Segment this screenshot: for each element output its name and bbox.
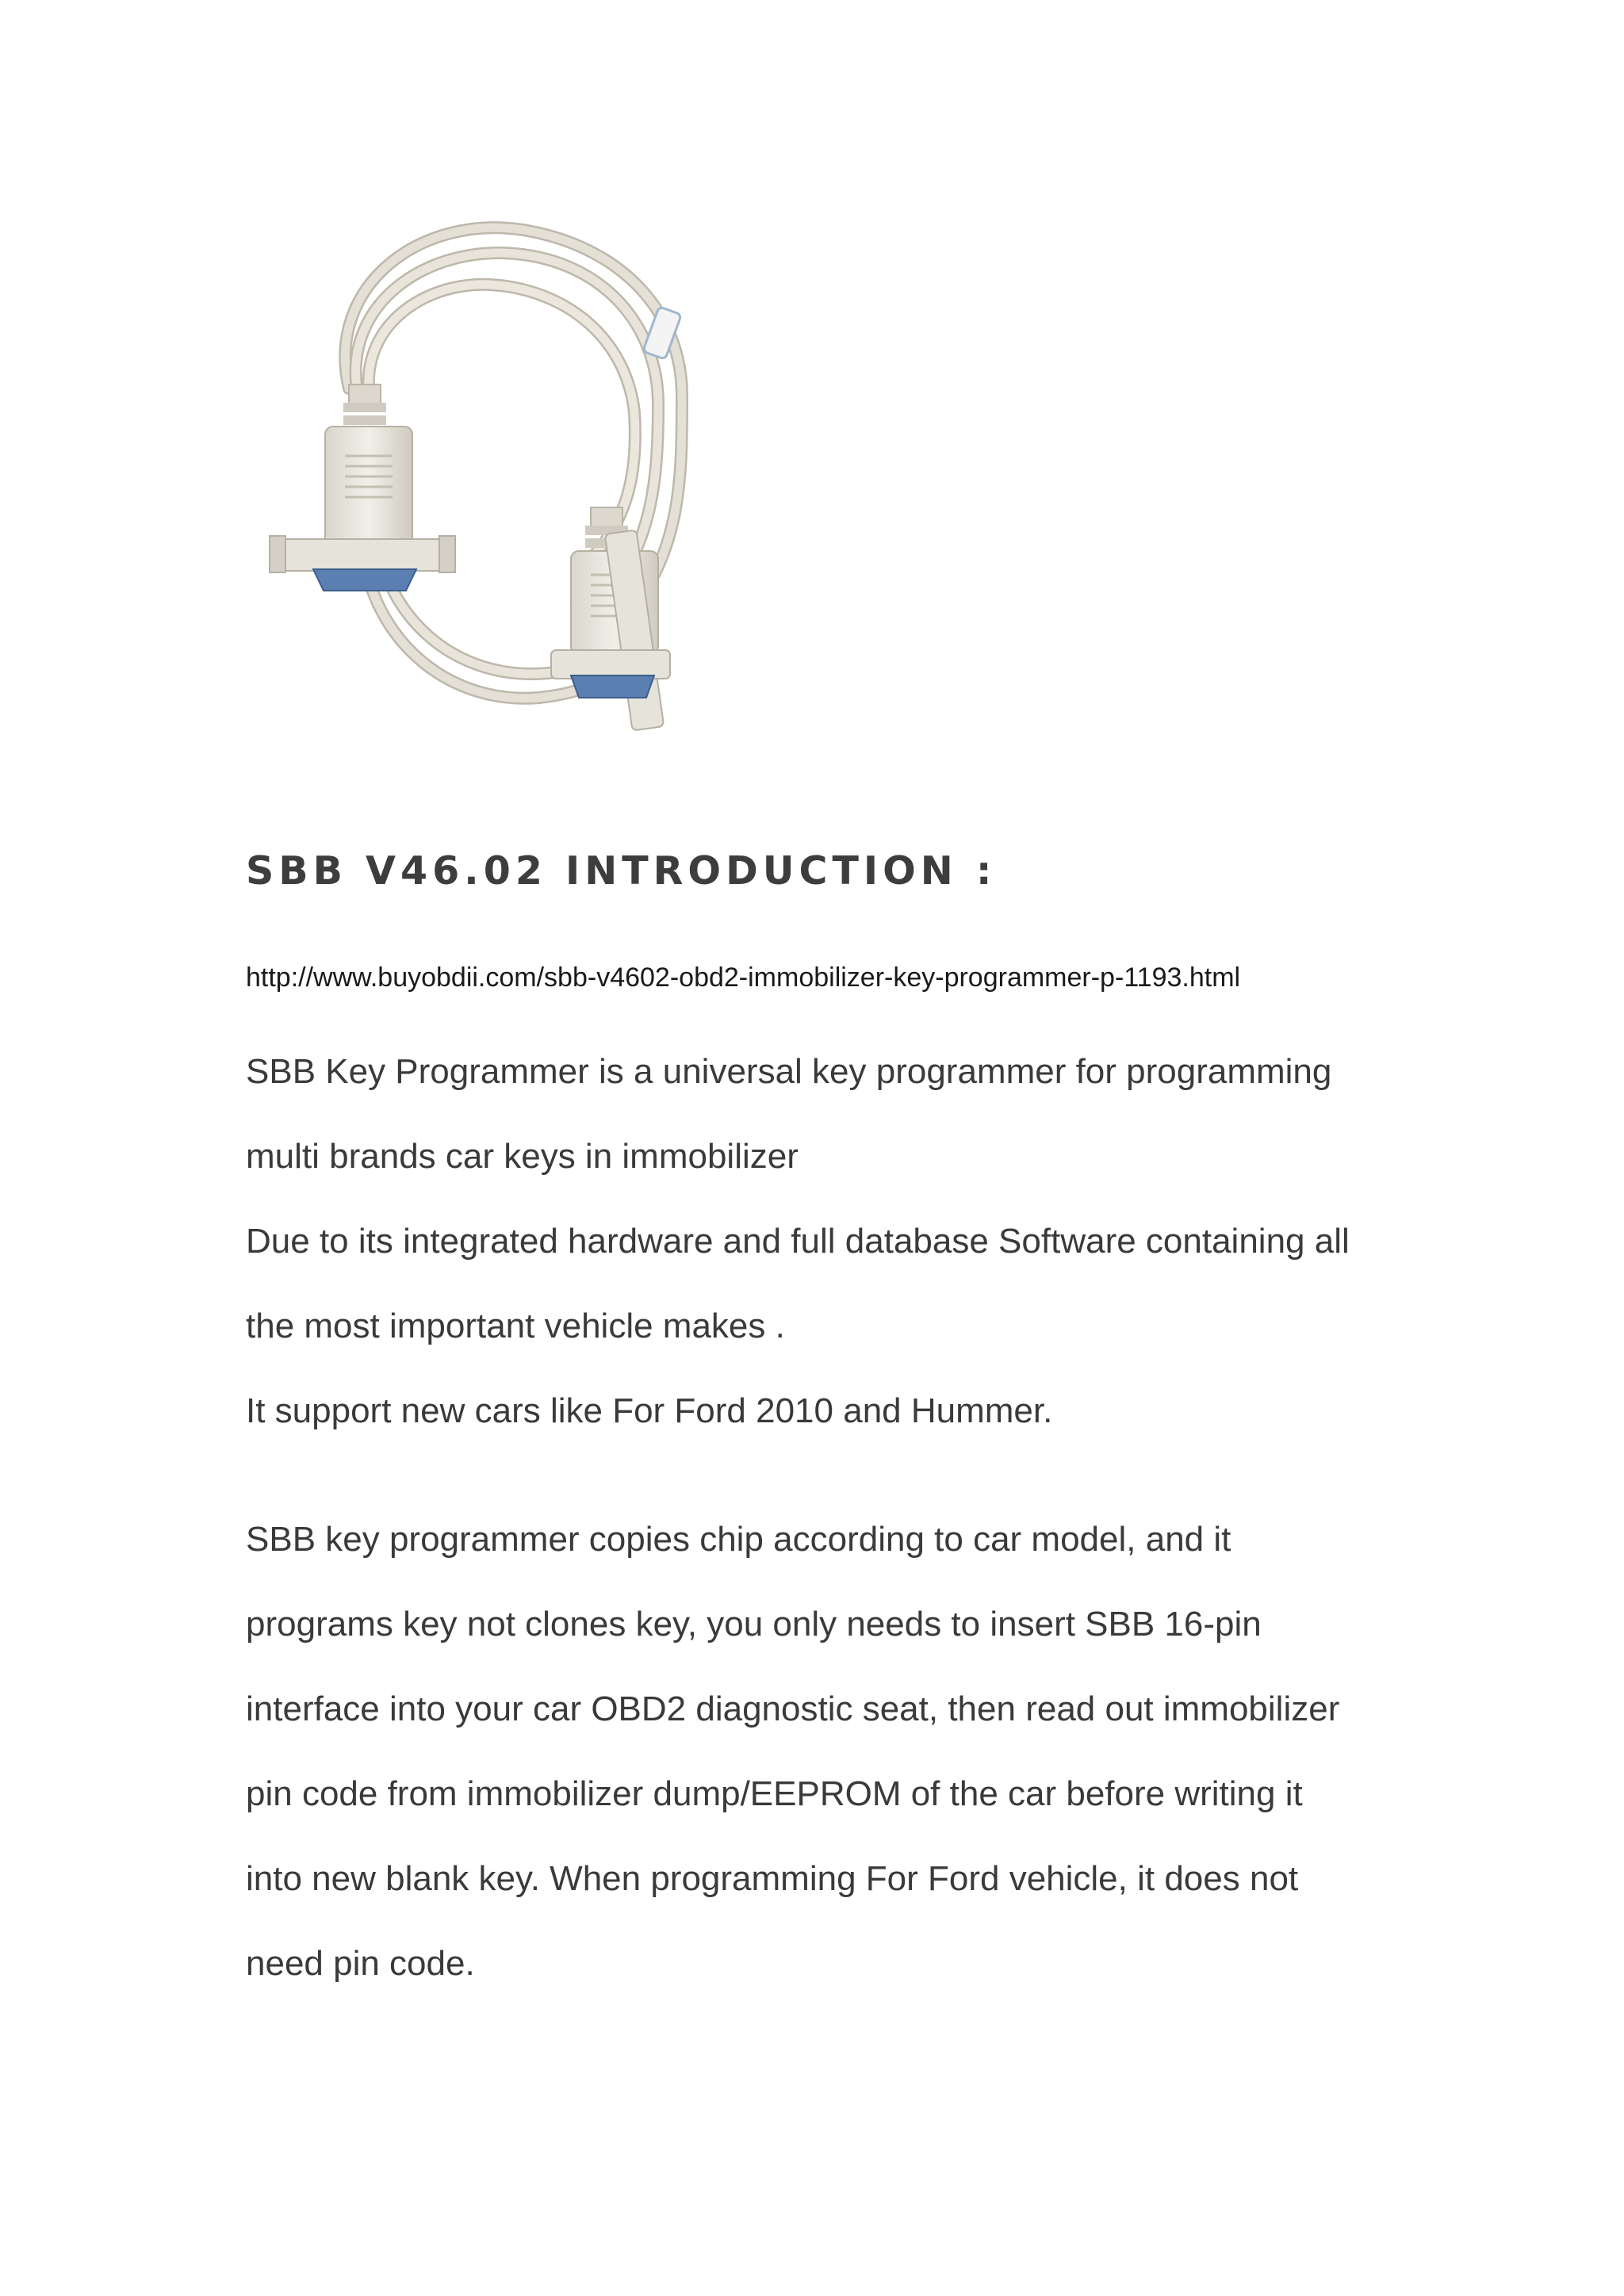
intro-heading: SBB V46.02 INTRODUCTION : <box>246 848 997 894</box>
paragraph-line: into new blank key. When programming For Ford vehicle, it does not <box>246 1859 1299 1898</box>
paragraph-line: multi brands car keys in immobilizer <box>246 1137 799 1176</box>
paragraph-line: It support new cars like For Ford 2010 and Hummer. <box>246 1391 1053 1430</box>
product-url[interactable]: http://www.buyobdii.com/sbb-v4602-obd2-immobilizer-key-programmer-p-1193.html <box>246 962 1241 993</box>
paragraph-line: interface into your car OBD2 diagnostic seat, then read out immobilizer <box>246 1689 1340 1728</box>
intro-paragraph <box>246 1029 1435 1453</box>
paragraph-line: SBB Key Programmer is a universal key programmer for programming <box>246 1052 1332 1091</box>
paragraph-line: pin code from immobilizer dump/EEPROM of the car before writing it <box>246 1774 1303 1813</box>
paragraph-line: the most important vehicle makes . <box>246 1307 785 1345</box>
paragraph-line: need pin code. <box>246 1944 475 1983</box>
paragraph-line: SBB key programmer copies chip according to car model, and it <box>246 1520 1231 1559</box>
details-paragraph <box>246 1497 1435 2006</box>
serial-cable-photo <box>238 190 809 761</box>
paragraph-line: Due to its integrated hardware and full database Software containing all <box>246 1222 1350 1261</box>
paragraph-line: programs key not clones key, you only needs to insert SBB 16-pin <box>246 1605 1262 1644</box>
